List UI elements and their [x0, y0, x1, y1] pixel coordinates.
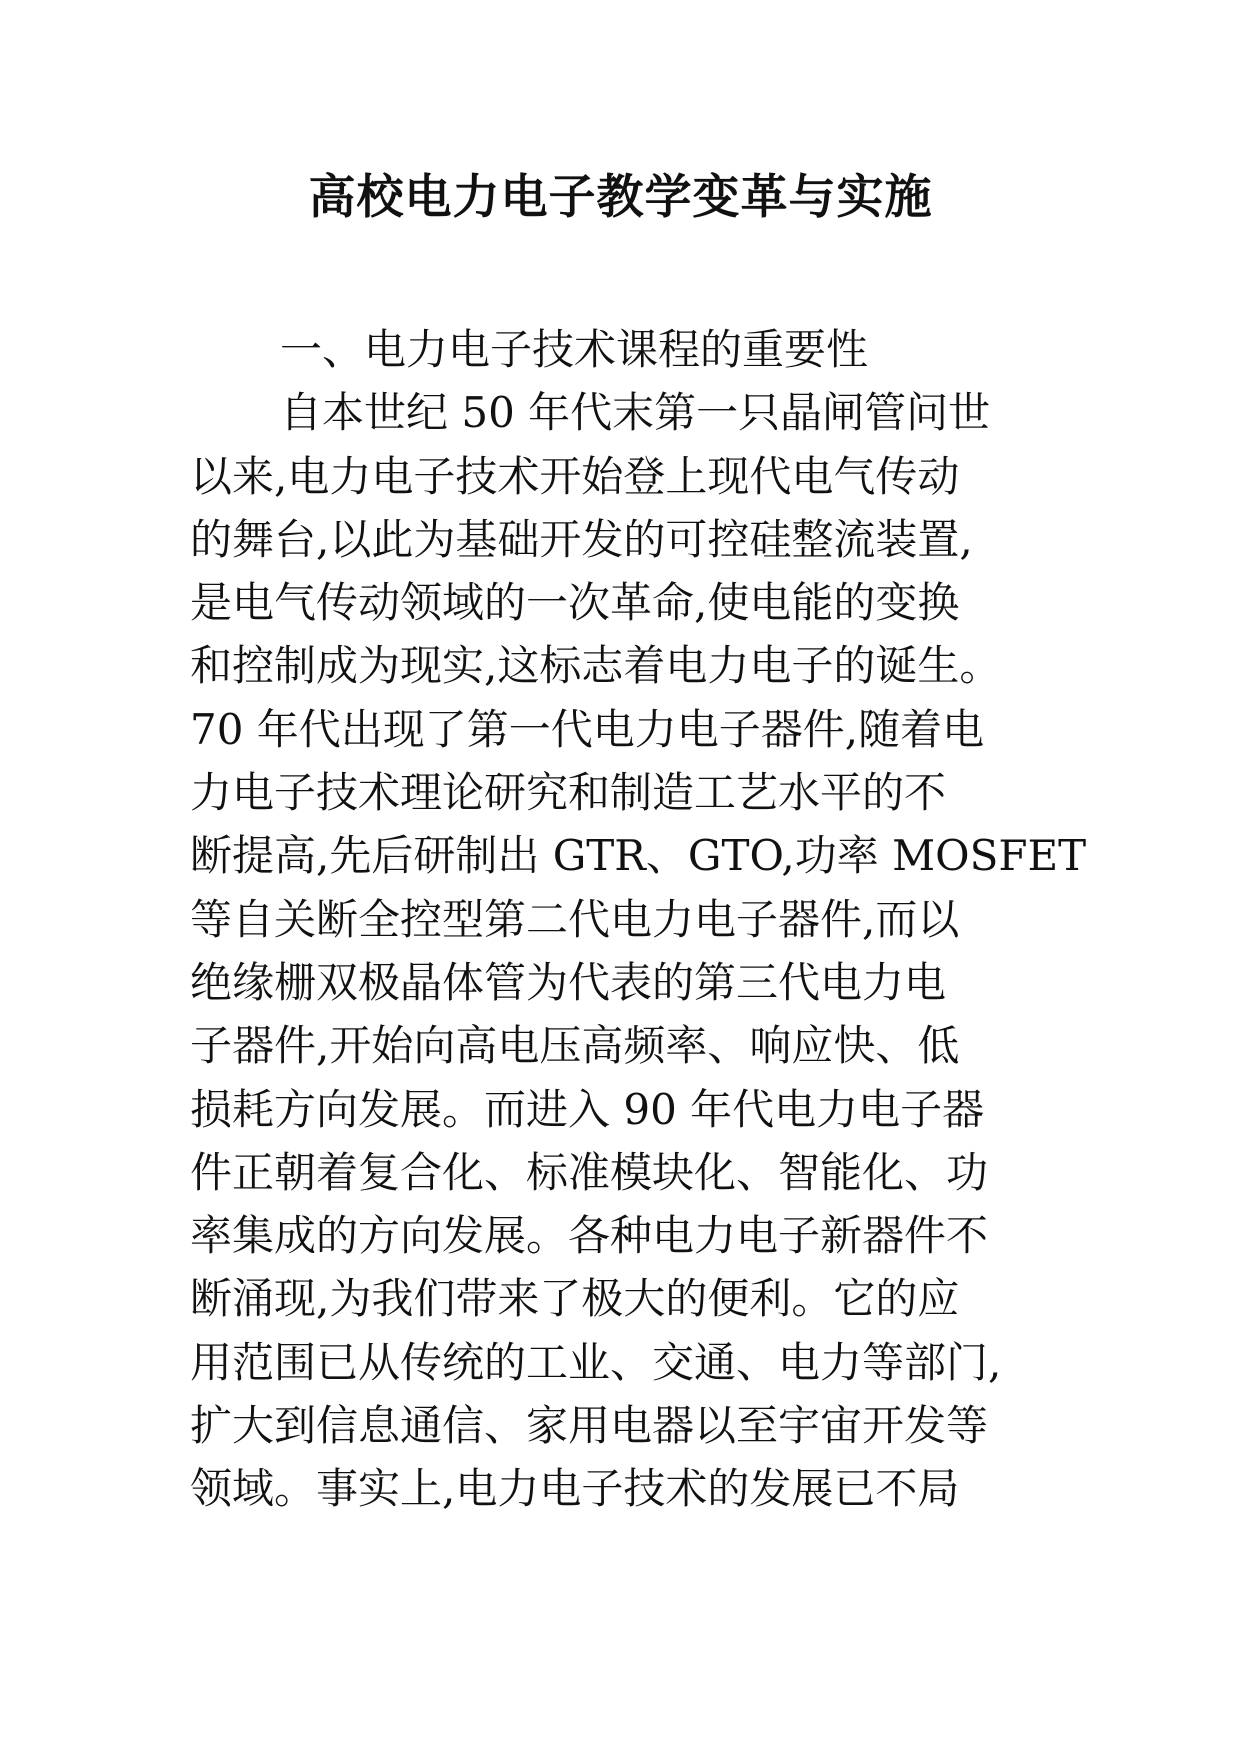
- body-line: 件正朝着复合化、标准模块化、智能化、功: [190, 1147, 989, 1197]
- body-line: 等自关断全控型第二代电力电子器件,而以: [190, 894, 960, 944]
- body-line: 自本世纪 50 年代末第一只晶闸管问世: [280, 388, 991, 438]
- document-body: [190, 318, 1087, 1521]
- body-line: 领域。事实上,电力电子技术的发展已不局: [190, 1464, 960, 1514]
- body-line: 以来,电力电子技术开始登上现代电气传动: [190, 451, 960, 501]
- body-line: 70 年代出现了第一代电力电子器件,随着电: [190, 704, 985, 754]
- body-line: 和控制成为现实,这标志着电力电子的诞生。: [190, 641, 1002, 691]
- body-line: 扩大到信息通信、家用电器以至宇宙开发等: [190, 1401, 989, 1451]
- body-line: 损耗方向发展。而进入 90 年代电力电子器: [190, 1084, 985, 1134]
- section-heading: 一、电力电子技术课程的重要性: [280, 325, 869, 374]
- body-line: 子器件,开始向高电压高频率、响应快、低: [190, 1021, 960, 1071]
- body-line: 是电气传动领域的一次革命,使电能的变换: [190, 578, 960, 628]
- body-line: 绝缘栅双极晶体管为代表的第三代电力电: [190, 957, 947, 1007]
- body-line: 用范围已从传统的工业、交通、电力等部门,: [190, 1337, 1002, 1387]
- body-line: 率集成的方向发展。各种电力电子新器件不: [190, 1211, 989, 1261]
- body-line: 力电子技术理论研究和制造工艺水平的不: [190, 768, 947, 818]
- body-line: 的舞台,以此为基础开发的可控硅整流装置,: [190, 514, 973, 564]
- body-line: 断涌现,为我们带来了极大的便利。它的应: [190, 1274, 960, 1324]
- document-title: 高校电力电子教学变革与实施: [308, 170, 933, 225]
- body-line: 断提高,先后研制出 GTR、GTO,功率 MOSFET: [190, 831, 1087, 881]
